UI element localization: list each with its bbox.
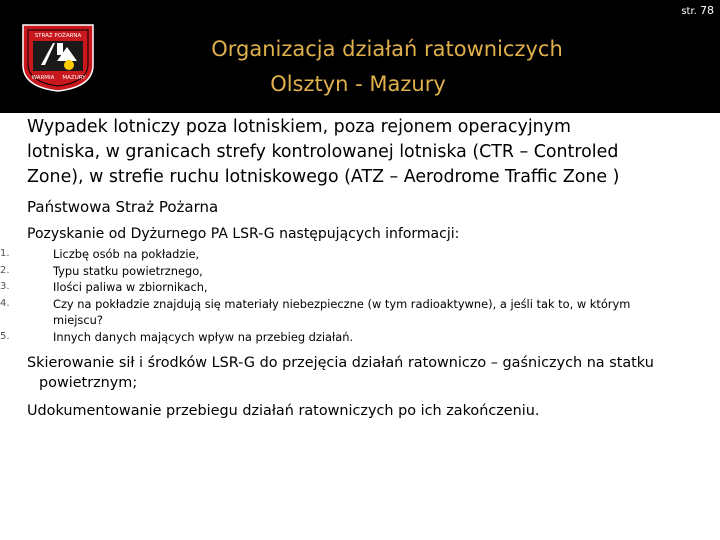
list-item [0, 246, 695, 263]
list-item-number: 2. [0, 264, 10, 276]
slide-content [0, 113, 695, 421]
paragraph-dispatch [27, 353, 695, 393]
list-item-number: 3. [0, 281, 10, 292]
slide-title-line2: Olsztyn - Mazury [270, 72, 446, 96]
lead-line: Wypadek lotniczy poza lotniskiem, poza rejonem operacyjnym [27, 117, 571, 137]
logo-right-text: MAZURY [62, 75, 86, 81]
page-number-value: 78 [700, 4, 714, 17]
list-item-text: Innych danych mających wpływ na przebieg działań. [53, 329, 354, 344]
page-label: str. [681, 6, 700, 17]
list-item [0, 296, 695, 329]
list-item-text: Ilości paliwa w zbiornikach, [53, 280, 208, 294]
list-item-number: 1. [0, 248, 10, 259]
lead-paragraph [27, 113, 695, 190]
list-item-text: Typu statku powietrznego, [53, 263, 203, 278]
slide-header [0, 0, 720, 113]
info-list [0, 246, 695, 345]
list-item-text: Liczbę osób na pokładzie, [53, 247, 200, 261]
paragraph-documentation [27, 401, 695, 421]
paragraph-documentation-text: Udokumentowanie przebiegu działań ratowniczych po ich zakończeniu. [27, 403, 540, 419]
logo-top-text: STRAŻ POŻARNA [34, 33, 82, 39]
lead-line: Zone), w strefie ruchu lotniskowego (ATZ – Aerodrome Traffic Zone ) [27, 167, 620, 187]
list-item-text: Czy na pokładzie znajdują się materiały niebezpieczne (w tym radioaktywne), a jeśli tak to, w którym [53, 296, 631, 311]
list-item [0, 279, 695, 296]
lead-line: lotniska, w granicach strefy kontrolowanej lotniska (CTR – Controled [27, 142, 619, 162]
slide-title-line1: Organizacja działań ratowniczych [211, 37, 563, 61]
list-item-continuation: miejscu? [53, 313, 103, 327]
section-heading [27, 196, 695, 218]
intro-item [27, 224, 695, 244]
page-number [681, 4, 714, 17]
list-item [0, 263, 695, 280]
list-item [0, 329, 695, 346]
intro-item-text: Pozyskanie od Dyżurnego PA LSR-G następujących informacji: [27, 226, 460, 242]
list-item-number: 5. [0, 330, 10, 342]
paragraph-dispatch-line1: Skierowanie sił i środków LSR-G do przejęcia działań ratowniczo – gaśniczych na statku [27, 355, 654, 371]
fire-brigade-emblem-icon [19, 21, 97, 93]
section-heading-text: Państwowa Straż Pożarna [27, 198, 219, 216]
list-item-number: 4. [0, 297, 10, 309]
logo-left-text: WARMIA [31, 75, 55, 81]
paragraph-dispatch-line2: powietrznym; [39, 375, 138, 391]
